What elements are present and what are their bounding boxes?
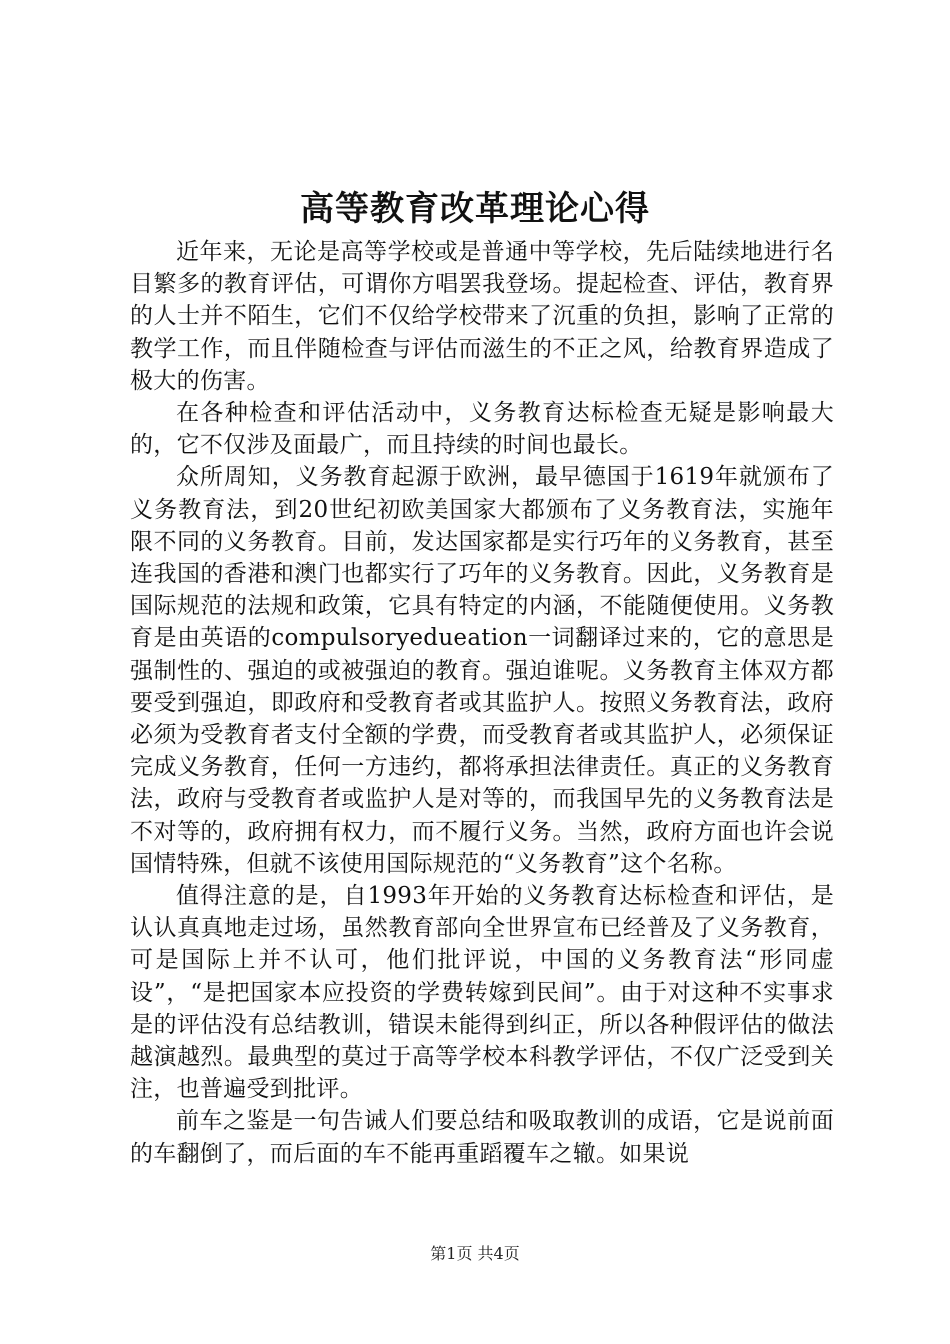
paragraph: 值得注意的是，自1993年开始的义务教育达标检查和评估，是认认真真地走过场，虽然教育部向全世界宣布已经普及了义务教育，可是国际上并不认可，他们批评说，中国的义务教育法“形同虚设”，“是把国家本应投资的学费转嫁到民间”。由于对这种不实事求是的评估没有总结教训，错误未能得到纠正，所以各种假评估的做法越演越烈。最典型的莫过于高等学校本科教学评估，不仅广泛受到关注，也普遍受到批评。: [130, 883, 834, 1103]
paragraph: 在各种检查和评估活动中，义务教育达标检查无疑是影响最大的，它不仅涉及面最广，而且持续的时间也最长。: [130, 400, 834, 459]
document-title: 高等教育改革理论心得: [300, 189, 650, 229]
paragraph: 前车之鉴是一句告诫人们要总结和吸取教训的成语，它是说前面的车翻倒了，而后面的车不能再重蹈覆车之辙。如果说: [130, 1108, 834, 1167]
document-body: [130, 236, 834, 1170]
paragraph: 众所周知，义务教育起源于欧洲，最早德国于1619年就颁布了义务教育法，到20世纪初欧美国家大都颁布了义务教育法，实施年限不同的义务教育。目前，发达国家都是实行巧年的义务教育，甚至连我国的香港和澳门也都实行了巧年的义务教育。因此，义务教育是国际规范的法规和政策，它具有特定的内涵，不能随便使用。义务教育是由英语的compulsoryedueation一词翻译过来的，它的意思是强制性的、强迫的或被强迫的教育。强迫谁呢。义务教育主体双方都要受到强迫，即政府和受教育者或其监护人。按照义务教育法，政府必须为受教育者支付全额的学费，而受教育者或其监护人，必须保证完成义务教育，任何一方违约，都将承担法律责任。真正的义务教育法，政府与受教育者或监护人是对等的，而我国早先的义务教育法是不对等的，政府拥有权力，而不履行义务。当然，政府方面也许会说国情特殊，但就不该使用国际规范的“义务教育”这个名称。: [130, 464, 834, 877]
page-number-label: 第1页 共4页: [430, 1244, 520, 1263]
page-footer: [0, 1242, 950, 1266]
paragraph: 近年来，无论是高等学校或是普通中等学校，先后陆续地进行名目繁多的教育评估，可谓你方唱罢我登场。提起检查、评估，教育界的人士并不陌生，它们不仅给学校带来了沉重的负担，影响了正常的教学工作，而且伴随检查与评估而滋生的不正之风，给教育界造成了极大的伤害。: [130, 239, 834, 394]
